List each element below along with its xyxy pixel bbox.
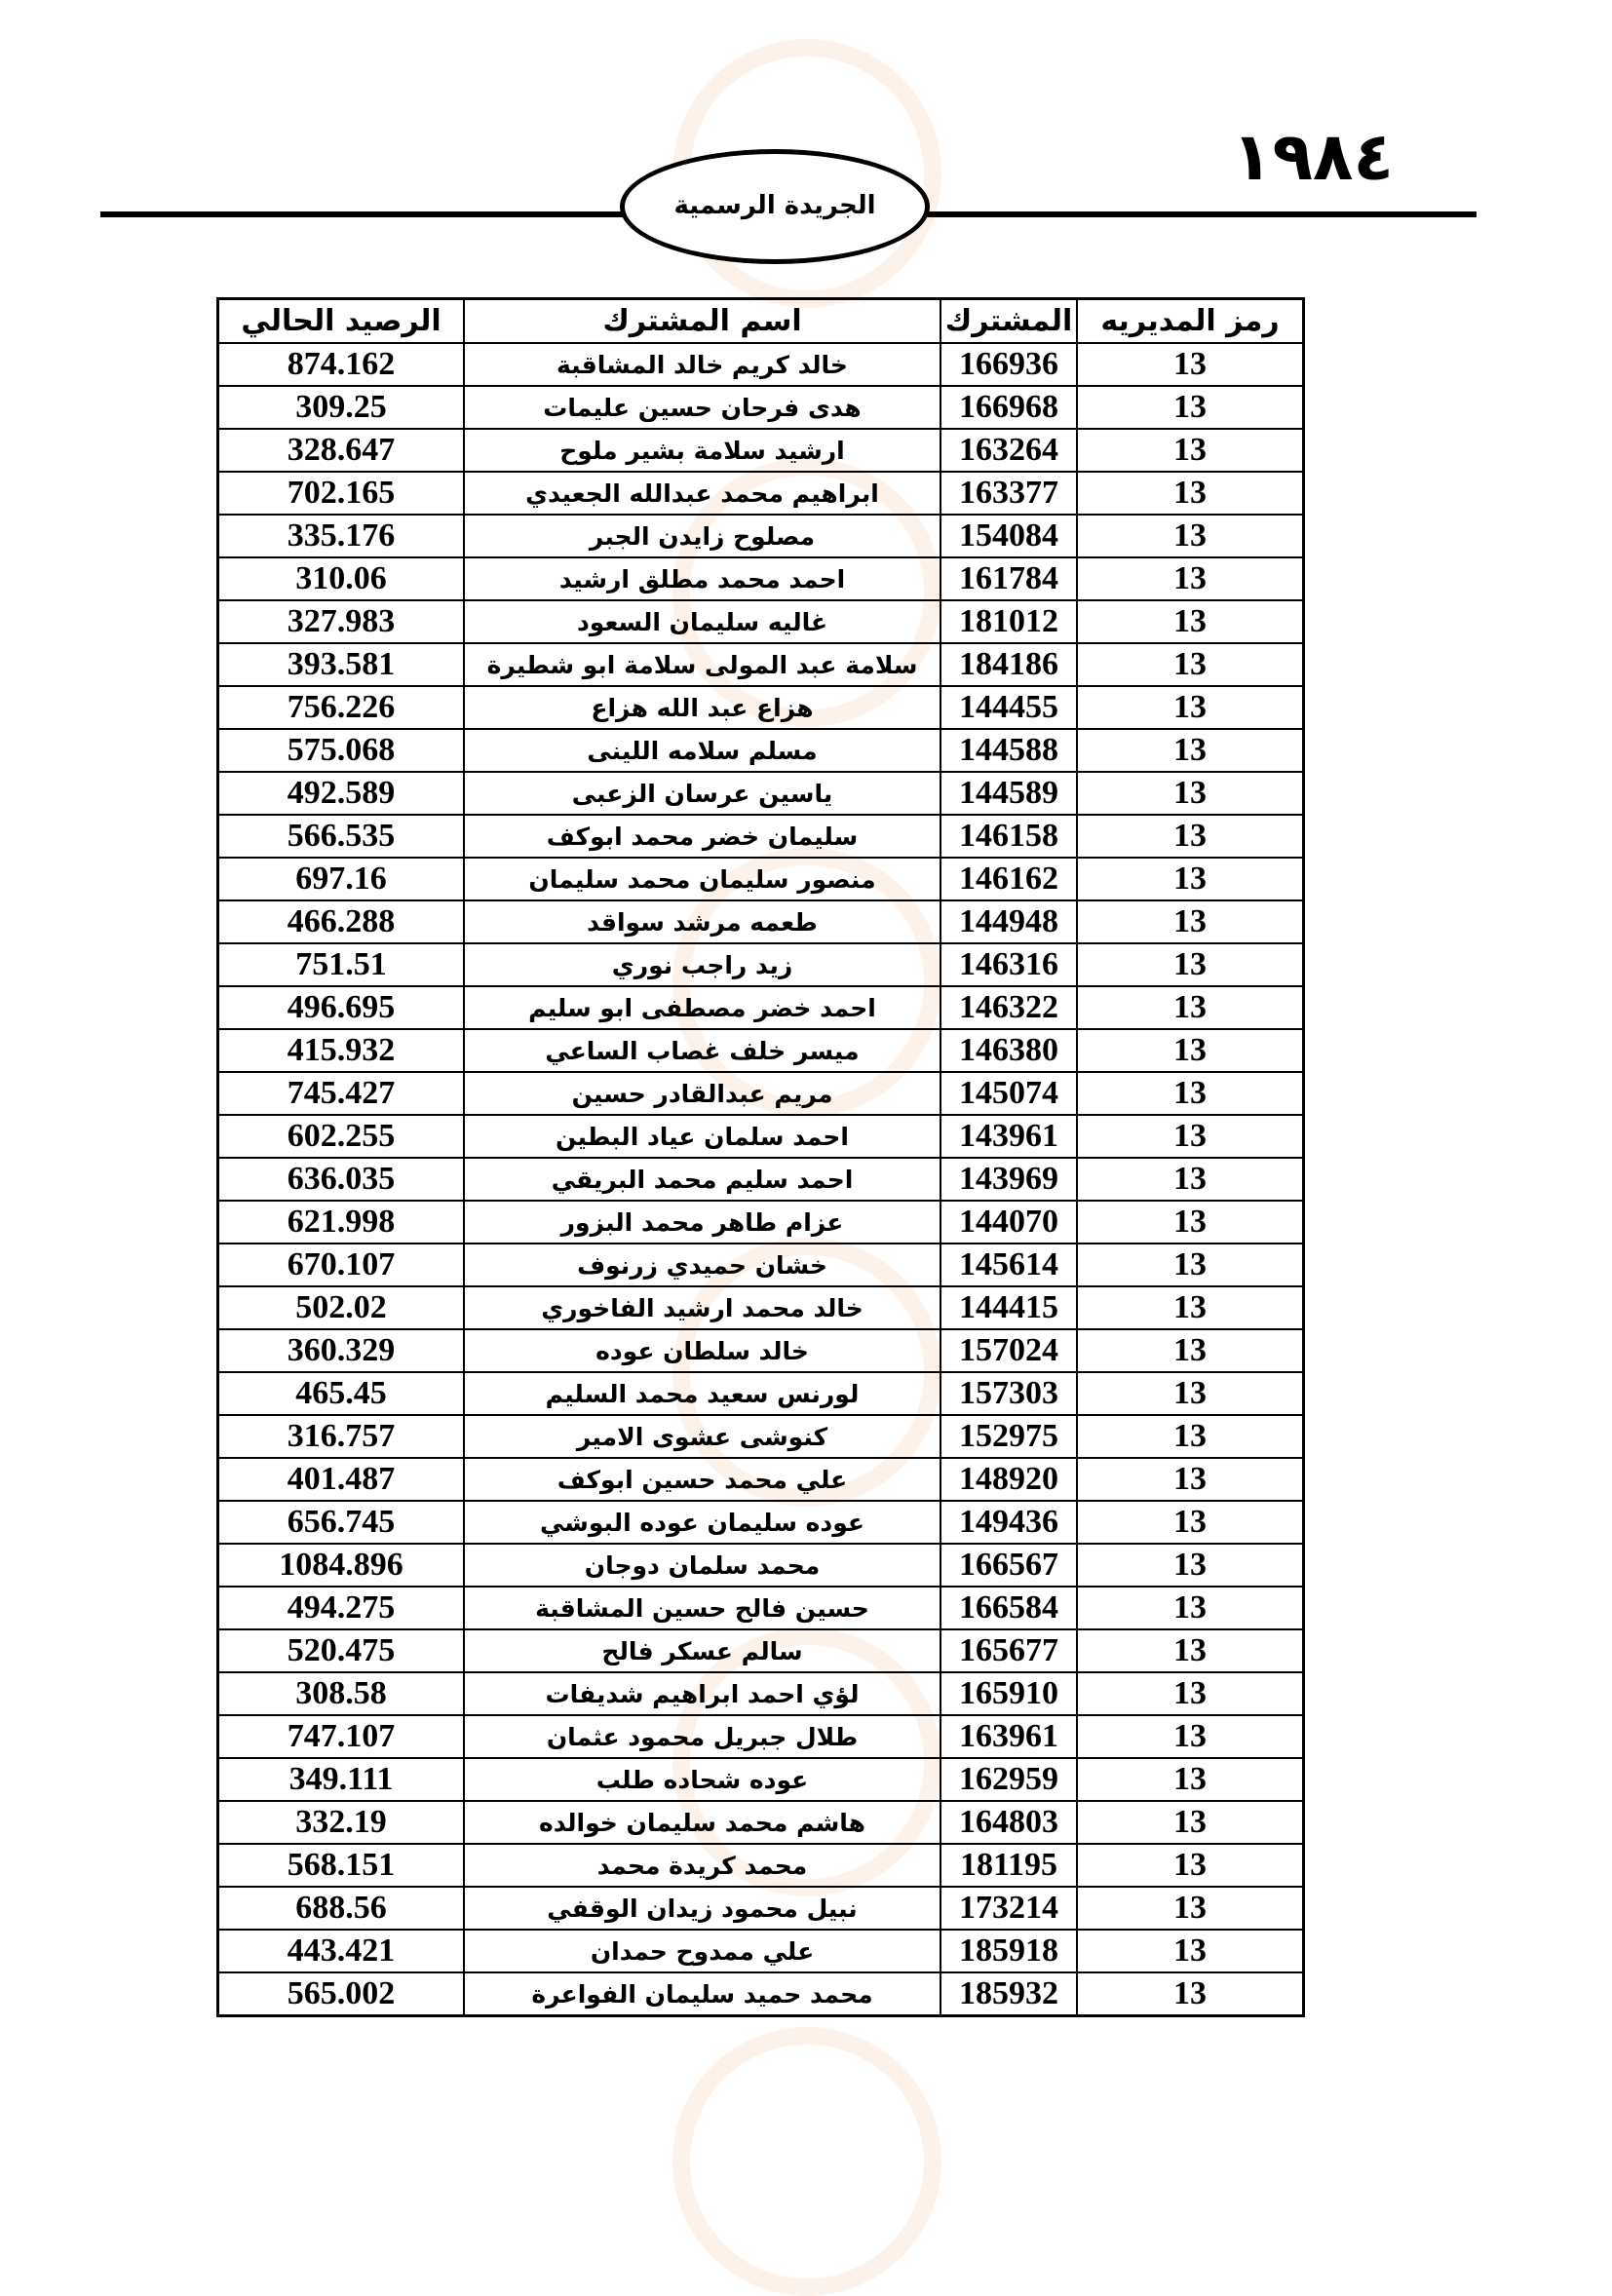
subscriber-name-cell: حسين فالح حسين المشاقبة [464,1587,940,1629]
subscriber-name-cell: مسلم سلامه اللينى [464,729,940,772]
subscriber-no-cell: 157303 [940,1372,1077,1415]
subscriber-no-cell: 163961 [940,1715,1077,1758]
subscriber-no-cell: 157024 [940,1329,1077,1372]
balance-cell: 415.932 [218,1029,464,1072]
balance-cell: 360.329 [218,1329,464,1372]
balance-cell: 465.45 [218,1372,464,1415]
balance-cell: 670.107 [218,1244,464,1286]
subscriber-name-cell: عوده شحاده طلب [464,1758,940,1801]
balance-cell: 328.647 [218,429,464,472]
subscriber-no-cell: 165677 [940,1629,1077,1672]
directorate-code-cell: 13 [1077,900,1303,943]
subscriber-no-cell: 166584 [940,1587,1077,1629]
balance-cell: 751.51 [218,943,464,986]
subscriber-name-cell: غاليه سليمان السعود [464,600,940,643]
subscriber-no-cell: 143961 [940,1115,1077,1158]
directorate-code-cell: 13 [1077,1930,1303,1972]
table-row [218,686,1303,729]
subscriber-no-cell: 146380 [940,1029,1077,1072]
subscriber-name-cell: هاشم محمد سليمان خوالده [464,1801,940,1844]
subscriber-name-cell: طلال جبريل محمود عثمان [464,1715,940,1758]
balance-cell: 602.255 [218,1115,464,1158]
balance-cell: 327.983 [218,600,464,643]
table-row [218,1372,1303,1415]
directorate-code-cell: 13 [1077,1201,1303,1244]
directorate-code-cell: 13 [1077,1587,1303,1629]
table-row [218,1501,1303,1544]
balance-cell: 697.16 [218,858,464,900]
table-row [218,1458,1303,1501]
balance-cell: 492.589 [218,772,464,815]
subscriber-no-cell: 146158 [940,815,1077,858]
directorate-code-cell: 13 [1077,858,1303,900]
table-row [218,986,1303,1029]
subscriber-no-cell: 163377 [940,472,1077,515]
subscriber-name-cell: علي محمد حسين ابوكف [464,1458,940,1501]
table-row [218,943,1303,986]
directorate-code-cell: 13 [1077,1415,1303,1458]
balance-cell: 310.06 [218,557,464,600]
subscriber-name-cell: محمد سلمان دوجان [464,1544,940,1587]
subscriber-name-cell: طعمه مرشد سواقد [464,900,940,943]
subscriber-name-cell: سالم عسكر فالح [464,1629,940,1672]
directorate-code-cell: 13 [1077,1244,1303,1286]
table-row [218,1244,1303,1286]
directorate-code-cell: 13 [1077,1972,1303,2015]
subscriber-name-cell: منصور سليمان محمد سليمان [464,858,940,900]
subscriber-name-cell: هزاع عبد الله هزاع [464,686,940,729]
table-row [218,1072,1303,1115]
balance-cell: 565.002 [218,1972,464,2015]
table-row [218,815,1303,858]
table-row [218,772,1303,815]
directorate-code-cell: 13 [1077,1501,1303,1544]
balance-cell: 745.427 [218,1072,464,1115]
subscriber-name-cell: نبيل محمود زيدان الوقفي [464,1887,940,1930]
watermark-clock [672,2027,941,2296]
table-row [218,1587,1303,1629]
table-row [218,1158,1303,1201]
subscriber-no-cell: 162959 [940,1758,1077,1801]
subscriber-no-cell: 143969 [940,1158,1077,1201]
subscriber-name-cell: هدى فرحان حسين عليمات [464,386,940,429]
directorate-code-cell: 13 [1077,1629,1303,1672]
directorate-code-cell: 13 [1077,557,1303,600]
subscriber-no-cell: 144455 [940,686,1077,729]
page-number: ١٩٨٤ [1231,119,1394,196]
directorate-code-cell: 13 [1077,1372,1303,1415]
col-header-subscriber-name: اسم المشترك [464,299,940,343]
balance-cell: 316.757 [218,1415,464,1458]
subscriber-no-cell: 154084 [940,515,1077,557]
subscriber-no-cell: 184186 [940,643,1077,686]
directorate-code-cell: 13 [1077,1715,1303,1758]
balance-cell: 568.151 [218,1844,464,1887]
subscriber-no-cell: 144588 [940,729,1077,772]
directorate-code-cell: 13 [1077,515,1303,557]
subscriber-name-cell: احمد سلمان عياد البطين [464,1115,940,1158]
subscriber-name-cell: كنوشى عشوى الامير [464,1415,940,1458]
table-row [218,900,1303,943]
balance-cell: 756.226 [218,686,464,729]
subscriber-no-cell: 165910 [940,1672,1077,1715]
table-row [218,557,1303,600]
directorate-code-cell: 13 [1077,1029,1303,1072]
subscriber-no-cell: 146162 [940,858,1077,900]
subscriber-name-cell: ابراهيم محمد عبدالله الجعيدي [464,472,940,515]
directorate-code-cell: 13 [1077,472,1303,515]
subscriber-name-cell: مصلوح زايدن الجبر [464,515,940,557]
col-header-subscriber-no: المشترك [940,299,1077,343]
balance-cell: 566.535 [218,815,464,858]
table-row [218,515,1303,557]
subscriber-no-cell: 173214 [940,1887,1077,1930]
subscriber-name-cell: ميسر خلف غصاب الساعي [464,1029,940,1072]
balance-cell: 335.176 [218,515,464,557]
subscriber-name-cell: خشان حميدي زرنوف [464,1244,940,1286]
table-row [218,1029,1303,1072]
balance-cell: 496.695 [218,986,464,1029]
table-row [218,386,1303,429]
table-row [218,1758,1303,1801]
balance-cell: 636.035 [218,1158,464,1201]
balance-cell: 443.421 [218,1930,464,1972]
directorate-code-cell: 13 [1077,429,1303,472]
balance-cell: 349.111 [218,1758,464,1801]
subscriber-no-cell: 144070 [940,1201,1077,1244]
subscriber-no-cell: 149436 [940,1501,1077,1544]
subscriber-name-cell: لؤي احمد ابراهيم شديفات [464,1672,940,1715]
gazette-title-ellipse [620,149,930,264]
directorate-code-cell: 13 [1077,643,1303,686]
directorate-code-cell: 13 [1077,1158,1303,1201]
gazette-title: الجريدة الرسمية [673,191,876,220]
table-row [218,1329,1303,1372]
directorate-code-cell: 13 [1077,600,1303,643]
balance-cell: 688.56 [218,1887,464,1930]
balance-cell: 393.581 [218,643,464,686]
subscriber-name-cell: علي ممدوح حمدان [464,1930,940,1972]
table-row [218,1286,1303,1329]
directorate-code-cell: 13 [1077,1544,1303,1587]
table-row [218,1544,1303,1587]
table-row [218,600,1303,643]
subscriber-no-cell: 148920 [940,1458,1077,1501]
subscriber-no-cell: 146316 [940,943,1077,986]
subscriber-name-cell: خالد سلطان عوده [464,1329,940,1372]
balance-cell: 1084.896 [218,1544,464,1587]
balance-cell: 332.19 [218,1801,464,1844]
directorate-code-cell: 13 [1077,1672,1303,1715]
subscriber-name-cell: محمد حميد سليمان الفواعرة [464,1972,940,2015]
directorate-code-cell: 13 [1077,815,1303,858]
subscribers-table [216,297,1305,2017]
table-row [218,1930,1303,1972]
table-row [218,729,1303,772]
balance-cell: 308.58 [218,1672,464,1715]
subscriber-name-cell: مريم عبدالقادر حسين [464,1072,940,1115]
table-row [218,643,1303,686]
table-row [218,1972,1303,2015]
subscriber-no-cell: 144948 [940,900,1077,943]
balance-cell: 309.25 [218,386,464,429]
subscriber-no-cell: 144415 [940,1286,1077,1329]
directorate-code-cell: 13 [1077,1801,1303,1844]
balance-cell: 621.998 [218,1201,464,1244]
subscriber-no-cell: 185918 [940,1930,1077,1972]
directorate-code-cell: 13 [1077,386,1303,429]
table-row [218,1715,1303,1758]
directorate-code-cell: 13 [1077,1072,1303,1115]
directorate-code-cell: 13 [1077,1887,1303,1930]
table-row [218,1629,1303,1672]
directorate-code-cell: 13 [1077,943,1303,986]
subscriber-no-cell: 185932 [940,1972,1077,2015]
balance-cell: 494.275 [218,1587,464,1629]
balance-cell: 656.745 [218,1501,464,1544]
balance-cell: 401.487 [218,1458,464,1501]
directorate-code-cell: 13 [1077,986,1303,1029]
table-row [218,1115,1303,1158]
balance-cell: 747.107 [218,1715,464,1758]
table-row [218,1801,1303,1844]
table-row [218,343,1303,386]
subscriber-no-cell: 152975 [940,1415,1077,1458]
directorate-code-cell: 13 [1077,1458,1303,1501]
subscriber-no-cell: 145074 [940,1072,1077,1115]
directorate-code-cell: 13 [1077,1844,1303,1887]
subscriber-name-cell: سليمان خضر محمد ابوكف [464,815,940,858]
subscriber-name-cell: احمد خضر مصطفى ابو سليم [464,986,940,1029]
subscriber-name-cell: لورنس سعيد محمد السليم [464,1372,940,1415]
subscriber-name-cell: ارشيد سلامة بشير ملوح [464,429,940,472]
balance-cell: 502.02 [218,1286,464,1329]
subscriber-name-cell: عزام طاهر محمد البزور [464,1201,940,1244]
subscriber-no-cell: 166968 [940,386,1077,429]
subscriber-name-cell: زيد راجب نوري [464,943,940,986]
table-row [218,1201,1303,1244]
directorate-code-cell: 13 [1077,772,1303,815]
subscriber-name-cell: محمد كريدة محمد [464,1844,940,1887]
table-row [218,858,1303,900]
directorate-code-cell: 13 [1077,1329,1303,1372]
subscriber-no-cell: 164803 [940,1801,1077,1844]
directorate-code-cell: 13 [1077,1758,1303,1801]
subscriber-name-cell: ياسين عرسان الزعبى [464,772,940,815]
subscriber-no-cell: 166567 [940,1544,1077,1587]
table-row [218,1887,1303,1930]
col-header-directorate-code: رمز المديريه [1077,299,1303,343]
directorate-code-cell: 13 [1077,1115,1303,1158]
subscriber-no-cell: 146322 [940,986,1077,1029]
subscriber-no-cell: 145614 [940,1244,1077,1286]
subscriber-name-cell: خالد كريم خالد المشاقبة [464,343,940,386]
table-row [218,1844,1303,1887]
directorate-code-cell: 13 [1077,343,1303,386]
subscriber-no-cell: 144589 [940,772,1077,815]
subscriber-no-cell: 163264 [940,429,1077,472]
col-header-current-balance: الرصيد الحالي [218,299,464,343]
directorate-code-cell: 13 [1077,686,1303,729]
balance-cell: 575.068 [218,729,464,772]
subscriber-name-cell: خالد محمد ارشيد الفاخوري [464,1286,940,1329]
subscriber-name-cell: احمد سليم محمد البريقي [464,1158,940,1201]
table-row [218,472,1303,515]
table-row [218,1415,1303,1458]
balance-cell: 466.288 [218,900,464,943]
balance-cell: 702.165 [218,472,464,515]
table-row [218,1672,1303,1715]
subscriber-name-cell: سلامة عبد المولى سلامة ابو شطيرة [464,643,940,686]
balance-cell: 520.475 [218,1629,464,1672]
subscriber-no-cell: 181012 [940,600,1077,643]
subscriber-no-cell: 181195 [940,1844,1077,1887]
subscriber-name-cell: احمد محمد مطلق ارشيد [464,557,940,600]
balance-cell: 874.162 [218,343,464,386]
directorate-code-cell: 13 [1077,1286,1303,1329]
table-header-row [218,299,1303,343]
subscriber-no-cell: 166936 [940,343,1077,386]
table-row [218,429,1303,472]
subscriber-no-cell: 161784 [940,557,1077,600]
directorate-code-cell: 13 [1077,729,1303,772]
subscriber-name-cell: عوده سليمان عوده البوشي [464,1501,940,1544]
